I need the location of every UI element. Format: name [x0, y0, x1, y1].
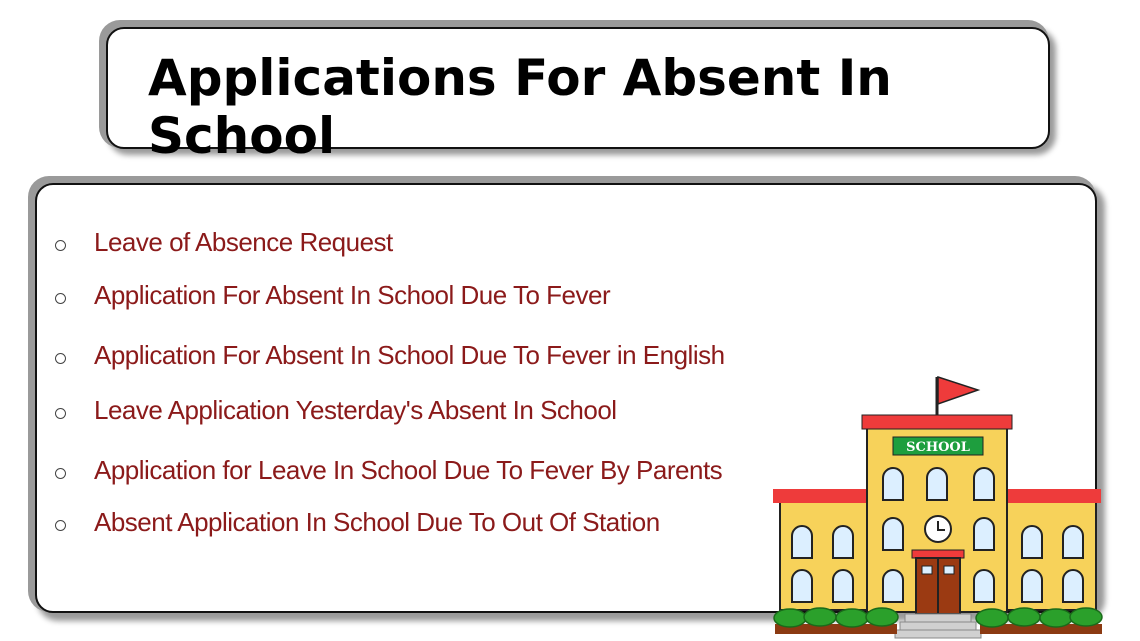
list-item-label: Application for Leave In School Due To Fever By Parents	[94, 455, 723, 485]
list-item-label: Application For Absent In School Due To Fever	[94, 280, 611, 310]
list-item	[55, 455, 722, 486]
circle-bullet-icon	[55, 353, 66, 364]
school-building-icon	[770, 372, 1105, 641]
list-item	[55, 395, 617, 426]
list-item	[55, 280, 610, 311]
list-item	[55, 340, 725, 371]
list-item-label: Leave Application Yesterday's Absent In School	[94, 395, 617, 425]
page-title: Applications For Absent In School	[148, 49, 892, 165]
list-item-label: Absent Application In School Due To Out Of Station	[94, 507, 660, 537]
list-item	[55, 227, 393, 258]
svg-text:SCHOOL: SCHOOL	[906, 440, 970, 455]
title-box	[106, 27, 1050, 165]
circle-bullet-icon	[55, 520, 66, 531]
circle-bullet-icon	[55, 240, 66, 251]
list-item-label: Application For Absent In School Due To Fever in English	[94, 340, 725, 370]
circle-bullet-icon	[55, 408, 66, 419]
list-item	[55, 507, 660, 538]
list-item-label: Leave of Absence Request	[94, 227, 393, 257]
circle-bullet-icon	[55, 468, 66, 479]
circle-bullet-icon	[55, 293, 66, 304]
